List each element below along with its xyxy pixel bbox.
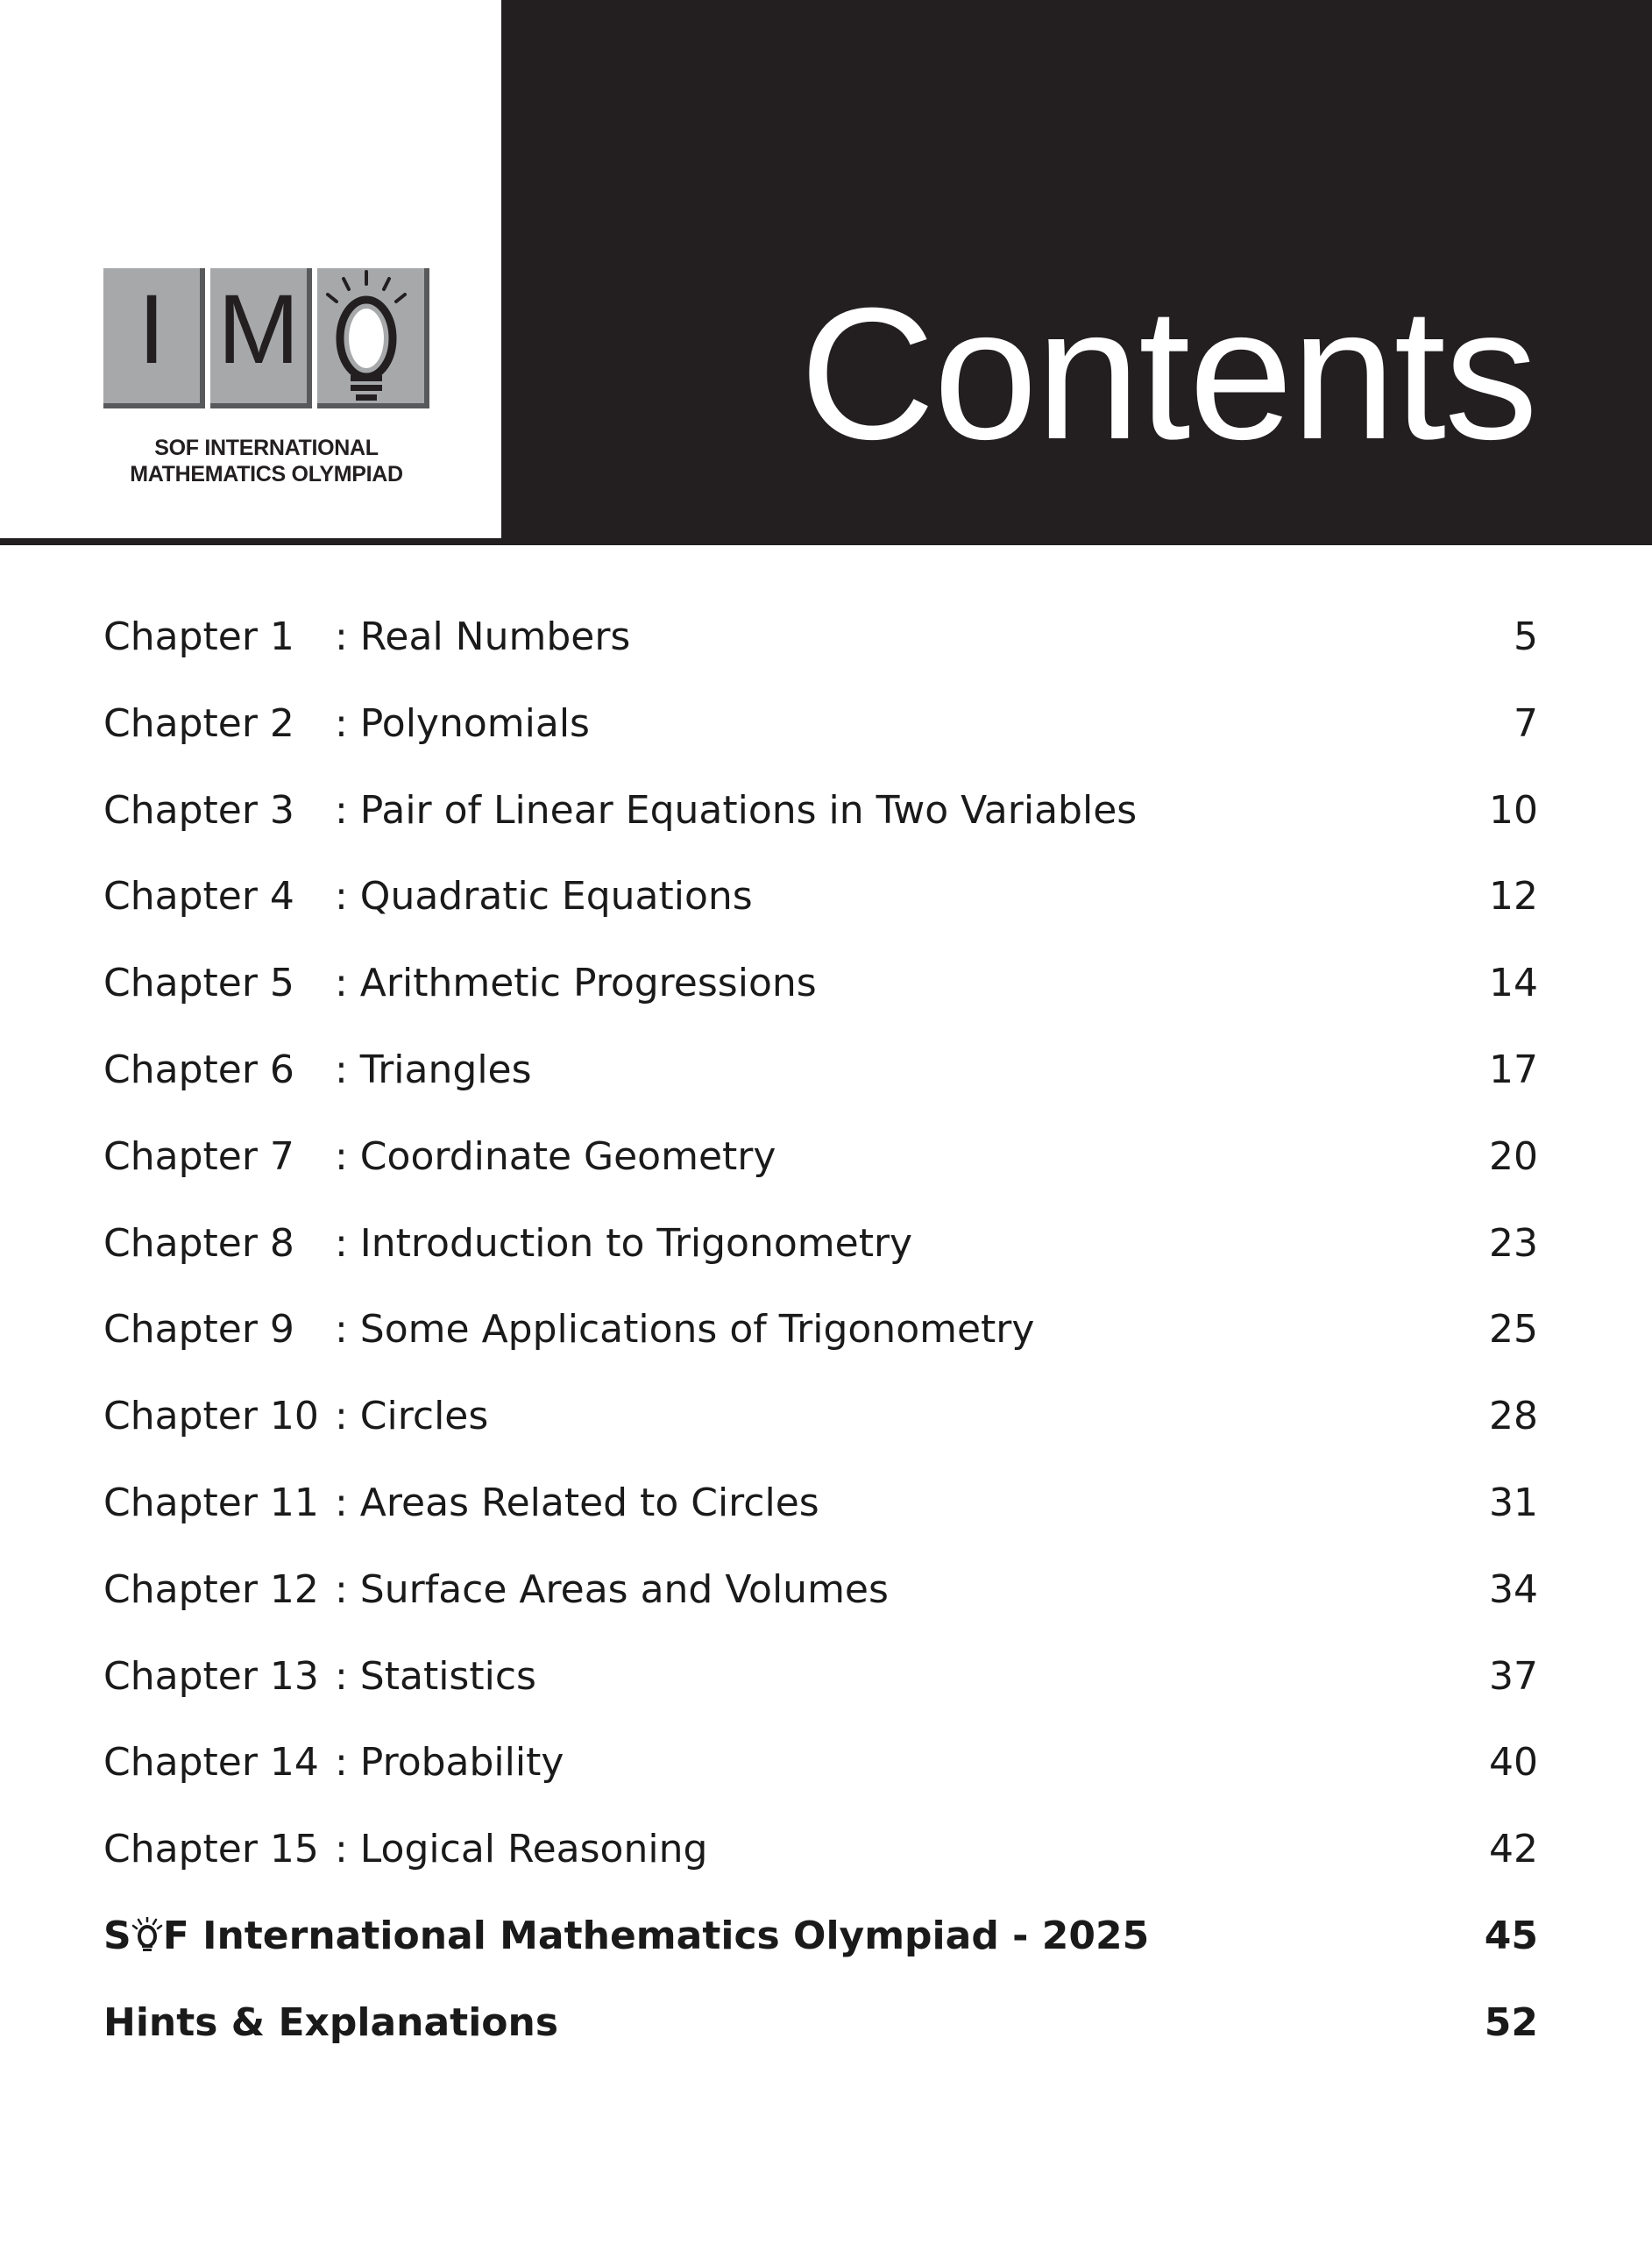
page-number: 52 xyxy=(1484,1999,1538,2045)
chapter-label: Chapter 4 xyxy=(103,874,294,920)
page-number: 14 xyxy=(1489,961,1538,1006)
toc-entry[interactable] xyxy=(103,1817,1538,1904)
chapter-title: : Logical Reasoning xyxy=(335,1827,708,1872)
chapter-label: Chapter 8 xyxy=(103,1220,294,1266)
chapter-title: : Coordinate Geometry xyxy=(335,1133,776,1179)
page-number: 25 xyxy=(1489,1307,1538,1353)
toc-entry[interactable] xyxy=(103,1038,1538,1125)
page-number: 10 xyxy=(1489,787,1538,833)
logo-box-o xyxy=(317,268,429,408)
chapter-label: Chapter 14 xyxy=(103,1740,319,1786)
logo-caption-line1: SOF INTERNATIONAL xyxy=(154,436,379,460)
logo-caption-line2: MATHEMATICS OLYMPIAD xyxy=(130,462,403,486)
logo-box-m xyxy=(210,268,312,408)
toc-entry[interactable] xyxy=(103,1471,1538,1558)
page-number: 23 xyxy=(1489,1220,1538,1266)
toc-entry[interactable] xyxy=(103,1125,1538,1211)
toc-entry-olympiad-paper[interactable] xyxy=(103,1904,1538,1991)
lightbulb-o-icon xyxy=(131,1917,163,1952)
toc-entry[interactable] xyxy=(103,1384,1538,1471)
page-number: 42 xyxy=(1489,1827,1538,1872)
page-number: 7 xyxy=(1514,700,1538,746)
page-number: 5 xyxy=(1514,614,1538,659)
lightbulb-icon xyxy=(317,268,429,408)
toc-entry[interactable] xyxy=(103,605,1538,692)
toc-entry[interactable] xyxy=(103,692,1538,778)
header-band xyxy=(501,0,1652,545)
page-number: 37 xyxy=(1489,1653,1538,1699)
chapter-label: Chapter 13 xyxy=(103,1653,319,1699)
logo-letter-m: M xyxy=(217,274,300,384)
page-number: 20 xyxy=(1489,1133,1538,1179)
chapter-title: : Areas Related to Circles xyxy=(335,1480,819,1525)
chapter-title: : Probability xyxy=(335,1740,564,1786)
page-number: 28 xyxy=(1489,1394,1538,1439)
toc-entry[interactable] xyxy=(103,1211,1538,1298)
chapter-title: : Introduction to Trigonometry xyxy=(335,1220,913,1266)
chapter-label: Chapter 9 xyxy=(103,1307,294,1353)
chapter-label: Chapter 12 xyxy=(103,1566,319,1612)
chapter-title: : Real Numbers xyxy=(335,614,631,659)
chapter-label: Chapter 11 xyxy=(103,1480,319,1525)
chapter-label: Chapter 2 xyxy=(103,700,294,746)
chapter-title: : Triangles xyxy=(335,1047,532,1092)
logo-box-i xyxy=(103,268,205,408)
toc-entry[interactable] xyxy=(103,1558,1538,1644)
page-number: 17 xyxy=(1489,1047,1538,1092)
chapter-title: : Polynomials xyxy=(335,700,590,746)
chapter-label: Chapter 10 xyxy=(103,1394,319,1439)
page-number: 31 xyxy=(1489,1480,1538,1525)
toc-entry-hints[interactable] xyxy=(103,1991,1538,2077)
page-number: 40 xyxy=(1489,1740,1538,1786)
toc-entry[interactable] xyxy=(103,1730,1538,1817)
toc-entry[interactable] xyxy=(103,1297,1538,1384)
chapter-title: : Surface Areas and Volumes xyxy=(335,1566,889,1612)
sof-prefix: S xyxy=(103,1913,131,1958)
toc-entry[interactable] xyxy=(103,951,1538,1038)
chapter-title: : Quadratic Equations xyxy=(335,874,753,920)
page-number: 34 xyxy=(1489,1566,1538,1612)
toc-entry[interactable] xyxy=(103,864,1538,951)
chapter-title: : Arithmetic Progressions xyxy=(335,961,817,1006)
table-of-contents xyxy=(103,605,1538,2077)
chapter-title: : Circles xyxy=(335,1394,489,1439)
chapter-label: Chapter 6 xyxy=(103,1047,294,1092)
chapter-label: Chapter 7 xyxy=(103,1133,294,1179)
chapter-title: : Some Applications of Trigonometry xyxy=(335,1307,1035,1353)
chapter-label: Chapter 3 xyxy=(103,787,294,833)
chapter-title: : Statistics xyxy=(335,1653,536,1699)
header-divider xyxy=(0,538,501,545)
hints-title: Hints & Explanations xyxy=(103,1999,559,2045)
olympiad-paper-title: F International Mathematics Olympiad - 2025 xyxy=(162,1913,1150,1958)
page-number: 12 xyxy=(1489,874,1538,920)
toc-entry[interactable] xyxy=(103,1644,1538,1731)
logo-letter-i: I xyxy=(138,274,166,384)
chapter-label: Chapter 15 xyxy=(103,1827,319,1872)
toc-entry[interactable] xyxy=(103,778,1538,865)
page-number: 45 xyxy=(1484,1913,1538,1958)
chapter-title: : Pair of Linear Equations in Two Variables xyxy=(335,787,1138,833)
page-title: Contents xyxy=(799,269,1536,479)
imo-logo xyxy=(103,268,429,498)
chapter-label: Chapter 1 xyxy=(103,614,294,659)
chapter-label: Chapter 5 xyxy=(103,961,294,1006)
